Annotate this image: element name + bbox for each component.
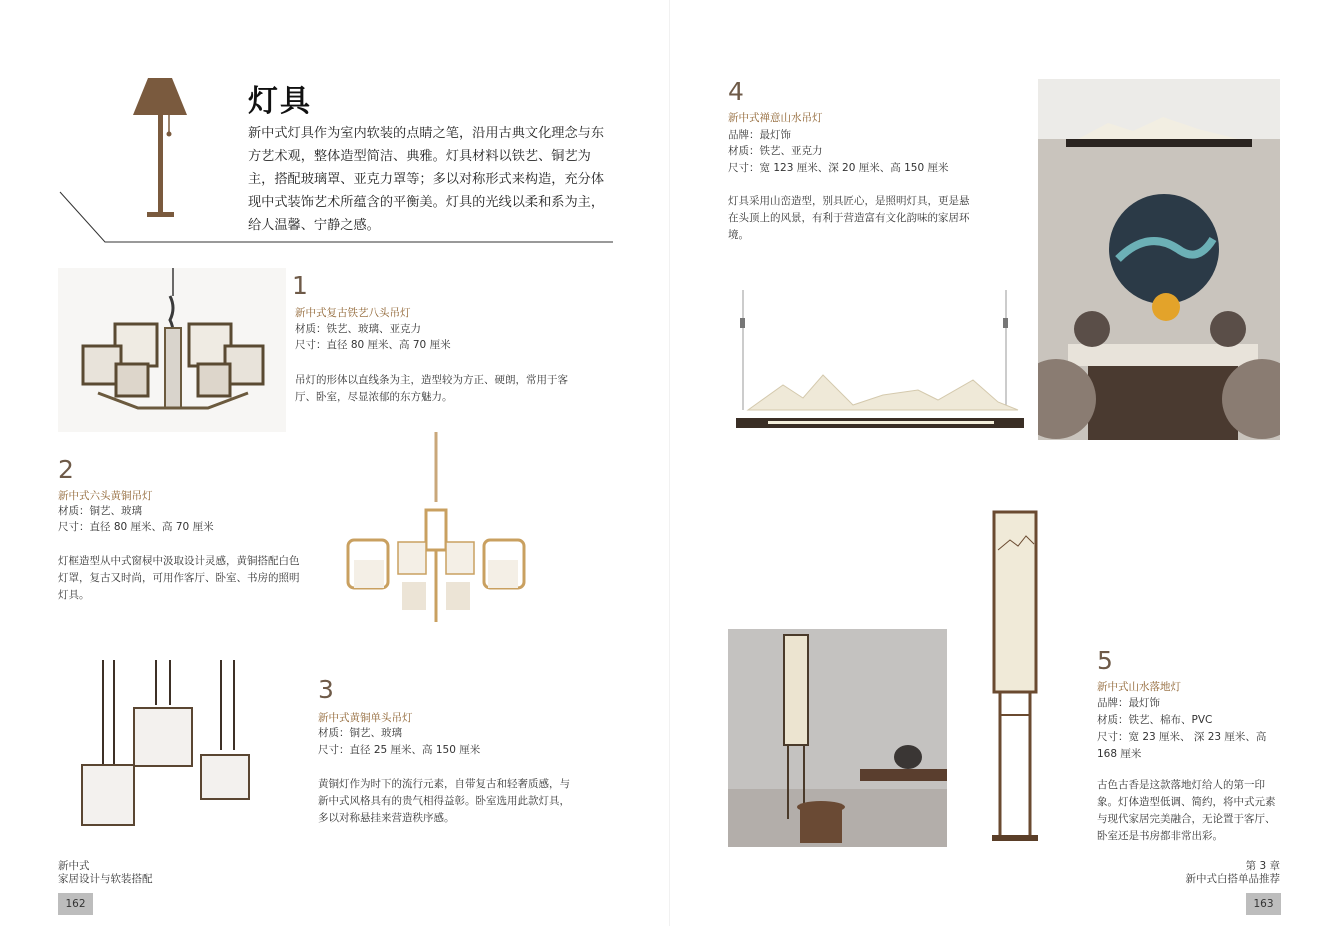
product-2-number: 2 bbox=[58, 455, 74, 484]
page-number-right: 163 bbox=[1246, 893, 1281, 915]
product-3-description: 黄铜灯作为时下的流行元素，自带复古和轻奢质感，与新中式风格具有的贵气相得益彰。卧室选用此款灯具，多以对称悬挂来营造秩序感。 bbox=[318, 778, 570, 824]
intro-paragraph: 新中式灯具作为室内软装的点睛之笔，沿用古典文化理念与东方艺术观，整体造型简洁、典雅。灯具材料以铁艺、铜艺为主，搭配玻璃罩、亚克力罩等；多以对称形式来构造，充分体现中式装饰艺术所蕴含的平衡美。灯具的光线以柔和系为主，给人温馨、宁静之感。 bbox=[248, 126, 605, 233]
product-4-room-photo bbox=[1038, 79, 1280, 440]
product-4-number: 4 bbox=[728, 77, 744, 106]
product-5-room-photo bbox=[728, 629, 947, 847]
product-1-photo bbox=[58, 268, 286, 432]
product-3-spec-size: 尺寸：直径 25 厘米、高 150 厘米 bbox=[318, 744, 481, 756]
product-3-photo bbox=[58, 650, 283, 850]
product-4-description: 灯具采用山峦造型，别具匠心，是照明灯具，更是悬在头顶上的风景，有利于营造富有文化韵味的家居环境。 bbox=[728, 195, 970, 241]
product-5-number: 5 bbox=[1097, 646, 1113, 675]
product-2-spec-size: 尺寸：直径 80 厘米、高 70 厘米 bbox=[58, 521, 214, 533]
product-5-spec-brand: 品牌：最灯饰 bbox=[1097, 697, 1160, 709]
product-1-name: 新中式复古铁艺八头吊灯 bbox=[295, 307, 411, 319]
product-2-photo bbox=[318, 432, 554, 632]
product-4-photo bbox=[728, 290, 1033, 440]
footer-left-line-1: 新中式 bbox=[58, 860, 90, 872]
product-2-spec-material: 材质：铜艺、玻璃 bbox=[58, 505, 142, 517]
footer-left-line-2: 家居设计与软装搭配 bbox=[58, 873, 153, 885]
product-5-spec-size: 尺寸：宽 23 厘米、 深 23 厘米、高 168 厘米 bbox=[1097, 731, 1267, 760]
page-number-left: 162 bbox=[58, 893, 93, 915]
product-5-spec-material: 材质：铁艺、棉布、PVC bbox=[1097, 714, 1213, 726]
product-4-spec-brand: 品牌：最灯饰 bbox=[728, 129, 791, 141]
product-1-spec-size: 尺寸：直径 80 厘米、高 70 厘米 bbox=[295, 339, 451, 351]
page-title: 灯具 bbox=[248, 84, 312, 119]
product-5-description: 古色古香是这款落地灯给人的第一印象。灯体造型低调、简约，将中式元素与现代家居完美融合，无论置于客厅、卧室还是书房都非常出彩。 bbox=[1097, 779, 1276, 842]
product-2-name: 新中式六头黄铜吊灯 bbox=[58, 490, 153, 502]
footer-right-chapter bbox=[1186, 860, 1281, 886]
product-1-number: 1 bbox=[292, 271, 308, 300]
footer-right-line-2: 新中式白搭单品推荐 bbox=[1185, 873, 1280, 885]
product-3-number: 3 bbox=[318, 675, 334, 704]
product-5-photo bbox=[990, 510, 1040, 844]
product-2-description: 灯框造型从中式窗棂中汲取设计灵感，黄铜搭配白色灯罩，复古又时尚，可用作客厅、卧室、书房的照明灯具。 bbox=[58, 555, 300, 601]
footer-left-book-title bbox=[58, 860, 153, 886]
product-1-spec-material: 材质：铁艺、玻璃、亚克力 bbox=[295, 323, 421, 335]
product-3-spec-material: 材质：铜艺、玻璃 bbox=[318, 727, 402, 739]
product-3-name: 新中式黄铜单头吊灯 bbox=[318, 712, 413, 724]
product-1-description: 吊灯的形体以直线条为主，造型较为方正、硬朗，常用于客厅、卧室，尽显浓郁的东方魅力。 bbox=[295, 374, 568, 403]
product-4-name: 新中式禅意山水吊灯 bbox=[728, 112, 823, 124]
product-4-spec-size: 尺寸：宽 123 厘米、深 20 厘米、高 150 厘米 bbox=[728, 162, 949, 174]
floor-lamp-icon bbox=[133, 78, 187, 217]
footer-right-line-1: 第 3 章 bbox=[1245, 860, 1280, 872]
product-5-name: 新中式山水落地灯 bbox=[1097, 681, 1181, 693]
product-4-spec-material: 材质：铁艺、亚克力 bbox=[728, 145, 823, 157]
page-spine bbox=[669, 0, 670, 926]
